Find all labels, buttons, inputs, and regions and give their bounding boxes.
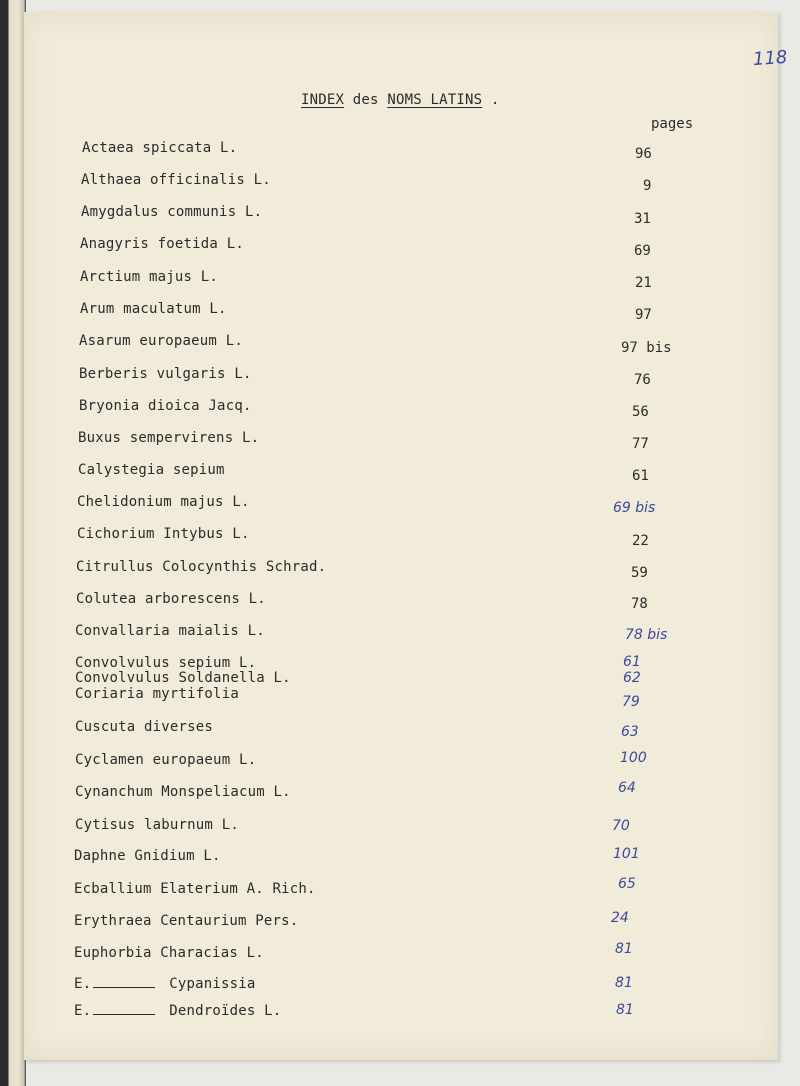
entry-latin-name: Anagyris foetida L. (80, 236, 244, 252)
entry-page-ref: 97 bis (621, 340, 672, 356)
entry-latin-name: Citrullus Colocynthis Schrad. (76, 559, 327, 575)
entry-latin-name: Buxus sempervirens L. (78, 430, 260, 446)
page-number: 118 (752, 46, 789, 71)
entry-page-ref: 24 (611, 910, 629, 926)
entry-latin-name: Ecballium Elaterium A. Rich. (74, 881, 316, 897)
entry-latin-name: Chelidonium majus L. (77, 494, 250, 510)
entry-page-ref: 22 (632, 533, 649, 549)
entry-page-ref: 9 (643, 178, 652, 194)
entry-page-ref: 65 (618, 876, 636, 892)
entry-latin-name (74, 976, 256, 992)
entry-page-ref: 77 (632, 436, 649, 452)
entry-latin-name: Berberis vulgaris L. (79, 366, 252, 382)
binding-edge (0, 0, 26, 1086)
entry-page-ref: 63 (621, 724, 639, 740)
entry-page-ref: 70 (612, 818, 630, 834)
ditto-line (93, 987, 155, 988)
entry-latin-name: Cyclamen europaeum L. (75, 752, 257, 768)
entry-page-ref: 69 (634, 243, 651, 259)
entry-page-ref: 101 (613, 846, 640, 862)
entry-species-name: Cypanissia (169, 976, 256, 992)
entry-page-ref: 81 (616, 1002, 634, 1018)
entry-page-ref: 81 (615, 975, 633, 991)
entry-latin-name: Erythraea Centaurium Pers. (74, 913, 299, 929)
title-word-des: des (352, 92, 379, 108)
title-word-index: INDEX (301, 92, 345, 108)
entry-latin-name (74, 1003, 281, 1019)
index-title (301, 92, 500, 108)
entry-latin-name: Euphorbia Characias L. (74, 945, 264, 961)
entry-page-ref: 61 (623, 654, 641, 670)
entry-latin-name: Coriaria myrtifolia (75, 686, 239, 702)
entry-page-ref: 31 (634, 211, 651, 227)
pages-column-header: pages (651, 116, 694, 132)
entry-page-ref: 62 (623, 670, 641, 686)
entry-latin-name: Convolvulus sepium L. (75, 655, 257, 671)
entry-genus-abbrev: E. (74, 976, 92, 992)
entry-latin-name: Cuscuta diverses (75, 719, 214, 735)
entry-latin-name: Convallaria maialis L. (75, 623, 265, 639)
entry-latin-name: Convolvulus Soldanella L. (75, 670, 291, 686)
entry-latin-name: Cytisus laburnum L. (75, 817, 239, 833)
entry-page-ref: 69 bis (613, 500, 656, 516)
entry-latin-name: Daphne Gnidium L. (74, 848, 221, 864)
entry-page-ref: 56 (632, 404, 649, 420)
entry-page-ref: 61 (632, 468, 649, 484)
entry-latin-name: Arum maculatum L. (80, 301, 227, 317)
entry-latin-name: Asarum europaeum L. (79, 333, 243, 349)
entry-page-ref: 59 (631, 565, 648, 581)
entry-species-name: Dendroïdes L. (169, 1003, 282, 1019)
entry-latin-name: Amygdalus communis L. (81, 204, 263, 220)
entry-page-ref: 100 (620, 750, 647, 766)
entry-latin-name: Calystegia sepium (78, 462, 225, 478)
document-page (24, 12, 789, 1060)
entry-latin-name: Cichorium Intybus L. (77, 526, 250, 542)
entry-page-ref: 96 (635, 146, 652, 162)
entry-page-ref: 97 (635, 307, 652, 323)
entry-latin-name: Cynanchum Monspeliacum L. (75, 784, 291, 800)
title-period: . (490, 92, 500, 108)
entry-latin-name: Bryonia dioica Jacq. (79, 398, 252, 414)
entry-page-ref: 78 (631, 596, 648, 612)
entry-latin-name: Colutea arborescens L. (76, 591, 266, 607)
ditto-line (93, 1014, 155, 1015)
entry-latin-name: Actaea spiccata L. (82, 140, 238, 156)
title-words-noms-latins: NOMS LATINS (387, 92, 483, 108)
entry-latin-name: Arctium majus L. (80, 269, 219, 285)
entry-page-ref: 21 (635, 275, 652, 291)
entry-page-ref: 78 bis (625, 627, 668, 643)
entry-page-ref: 64 (618, 780, 636, 796)
entry-latin-name: Althaea officinalis L. (81, 172, 271, 188)
entry-page-ref: 76 (634, 372, 651, 388)
entry-page-ref: 79 (622, 694, 640, 710)
entry-page-ref: 81 (615, 941, 633, 957)
entry-genus-abbrev: E. (74, 1003, 92, 1019)
